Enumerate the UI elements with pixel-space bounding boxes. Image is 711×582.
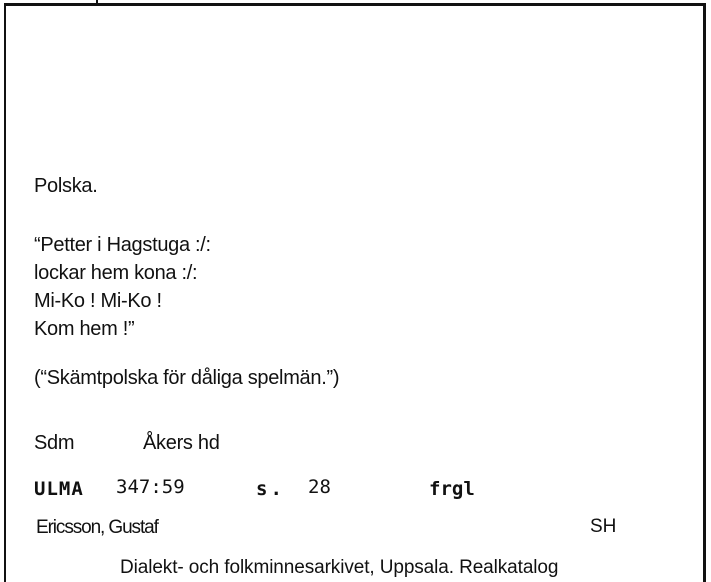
archive-footer: Dialekt- och folkminnesarkivet, Uppsala. Realkatalog [120, 557, 559, 578]
card-heading: Polska. [34, 175, 98, 197]
lyric-line: Mi-Ko ! Mi-Ko ! [34, 290, 162, 312]
archive-number: 347:59 [116, 476, 185, 498]
collector-name: Ericsson, Gustaf [36, 517, 158, 538]
lyric-line: “Petter i Hagstuga :/: [34, 234, 211, 256]
card-left-border [4, 3, 6, 582]
page-number: 28 [308, 476, 331, 498]
category-code: frgl [429, 478, 475, 500]
lyric-line: Kom hem !” [34, 318, 135, 340]
lyric-line: lockar hem kona :/: [34, 262, 198, 284]
region-label: Sdm [34, 432, 75, 454]
page-label: s. [256, 478, 285, 500]
district-label: Åkers hd [143, 432, 220, 454]
lyrics-block [34, 231, 211, 343]
card-note: (“Skämtpolska för dåliga spelmän.”) [34, 367, 340, 389]
card-top-border [6, 3, 705, 6]
initials-label: SH [590, 516, 617, 537]
card-right-border [703, 3, 706, 582]
archive-code: ULMA [34, 478, 84, 500]
